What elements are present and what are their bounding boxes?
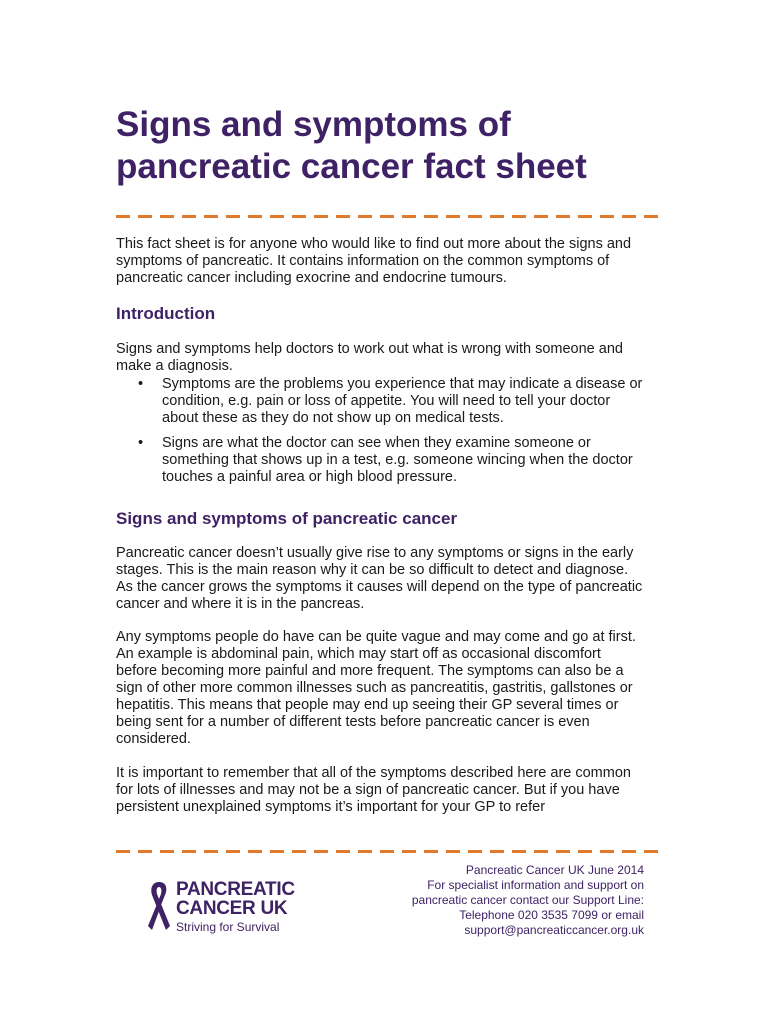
logo-line-1: PANCREATIC [176, 879, 295, 900]
signs-paragraph-3: It is important to remember that all of the symptoms described here are common for lots of illnesses and may not be a sign of pancreatic cancer. But if you have persistent unexplained symptoms it’s important for your GP to refer [116, 765, 631, 815]
contact-line-info: For specialist information and support on [427, 878, 644, 892]
bullet-icon: • [138, 376, 144, 392]
awareness-ribbon-icon [146, 880, 172, 936]
contact-line-telephone: Telephone 020 3535 7099 or email [459, 908, 644, 922]
logo-line-2: CANCER UK [176, 898, 288, 919]
introduction-bullet-list [116, 376, 646, 494]
logo-tagline: Striving for Survival [176, 920, 280, 934]
list-item [116, 376, 646, 427]
contact-line-date: Pancreatic Cancer UK June 2014 [465, 863, 644, 877]
footer-contact-block [344, 863, 644, 938]
signs-paragraph-1: Pancreatic cancer doesn’t usually give rise to any symptoms or signs in the early stages. This is the main reason why it can be so difficult to detect and diagnose. As the cancer grows the symptoms it causes will depend on the type of pancreatic cancer and where it is in the pancreas. [116, 545, 643, 612]
page-title [116, 104, 696, 188]
contact-line-email[interactable]: support@pancreaticcancer.org.uk [464, 923, 644, 937]
intro-paragraph: This fact sheet is for anyone who would like to find out more about the signs and symptoms of pancreatic. It contains information on the common symptoms of pancreatic cancer including exocrine and endocrine tumours. [116, 236, 632, 286]
bullet-icon: • [138, 435, 144, 451]
footer-divider [116, 850, 664, 853]
list-item [116, 435, 646, 486]
header-divider [116, 215, 664, 218]
title-line-2: pancreatic cancer fact sheet [116, 147, 587, 186]
introduction-paragraph: Signs and symptoms help doctors to work out what is wrong with someone and make a diagnosis. [116, 341, 623, 374]
bullet-text: Symptoms are the problems you experience that may indicate a disease or condition, e.g. pain or loss of appetite. You will need to tell your doctor about these as they do not show up on medical tests. [162, 376, 643, 426]
bullet-text: Signs are what the doctor can see when they examine someone or something that shows up in a test, e.g. someone wincing when the doctor touches a painful area or high blood pressure. [162, 435, 633, 485]
title-line-1: Signs and symptoms of [116, 105, 511, 144]
signs-paragraph-2: Any symptoms people do have can be quite vague and may come and go at first. An example is abdominal pain, which may start off as occasional discomfort before becoming more painful and more frequent. The symptoms can also be a sign of other more common illnesses such as pancreatitis, gastritis, gallstones or hepatitis. This means that people may end up seeing their GP several times or being sent for a number of different tests before pancreatic cancer is even considered. [116, 629, 636, 747]
signs-section-heading: Signs and symptoms of pancreatic cancer [116, 509, 458, 528]
pancreatic-cancer-uk-logo [146, 880, 296, 940]
contact-line-support: pancreatic cancer contact our Support Line: [411, 893, 644, 907]
introduction-heading: Introduction [116, 304, 216, 323]
